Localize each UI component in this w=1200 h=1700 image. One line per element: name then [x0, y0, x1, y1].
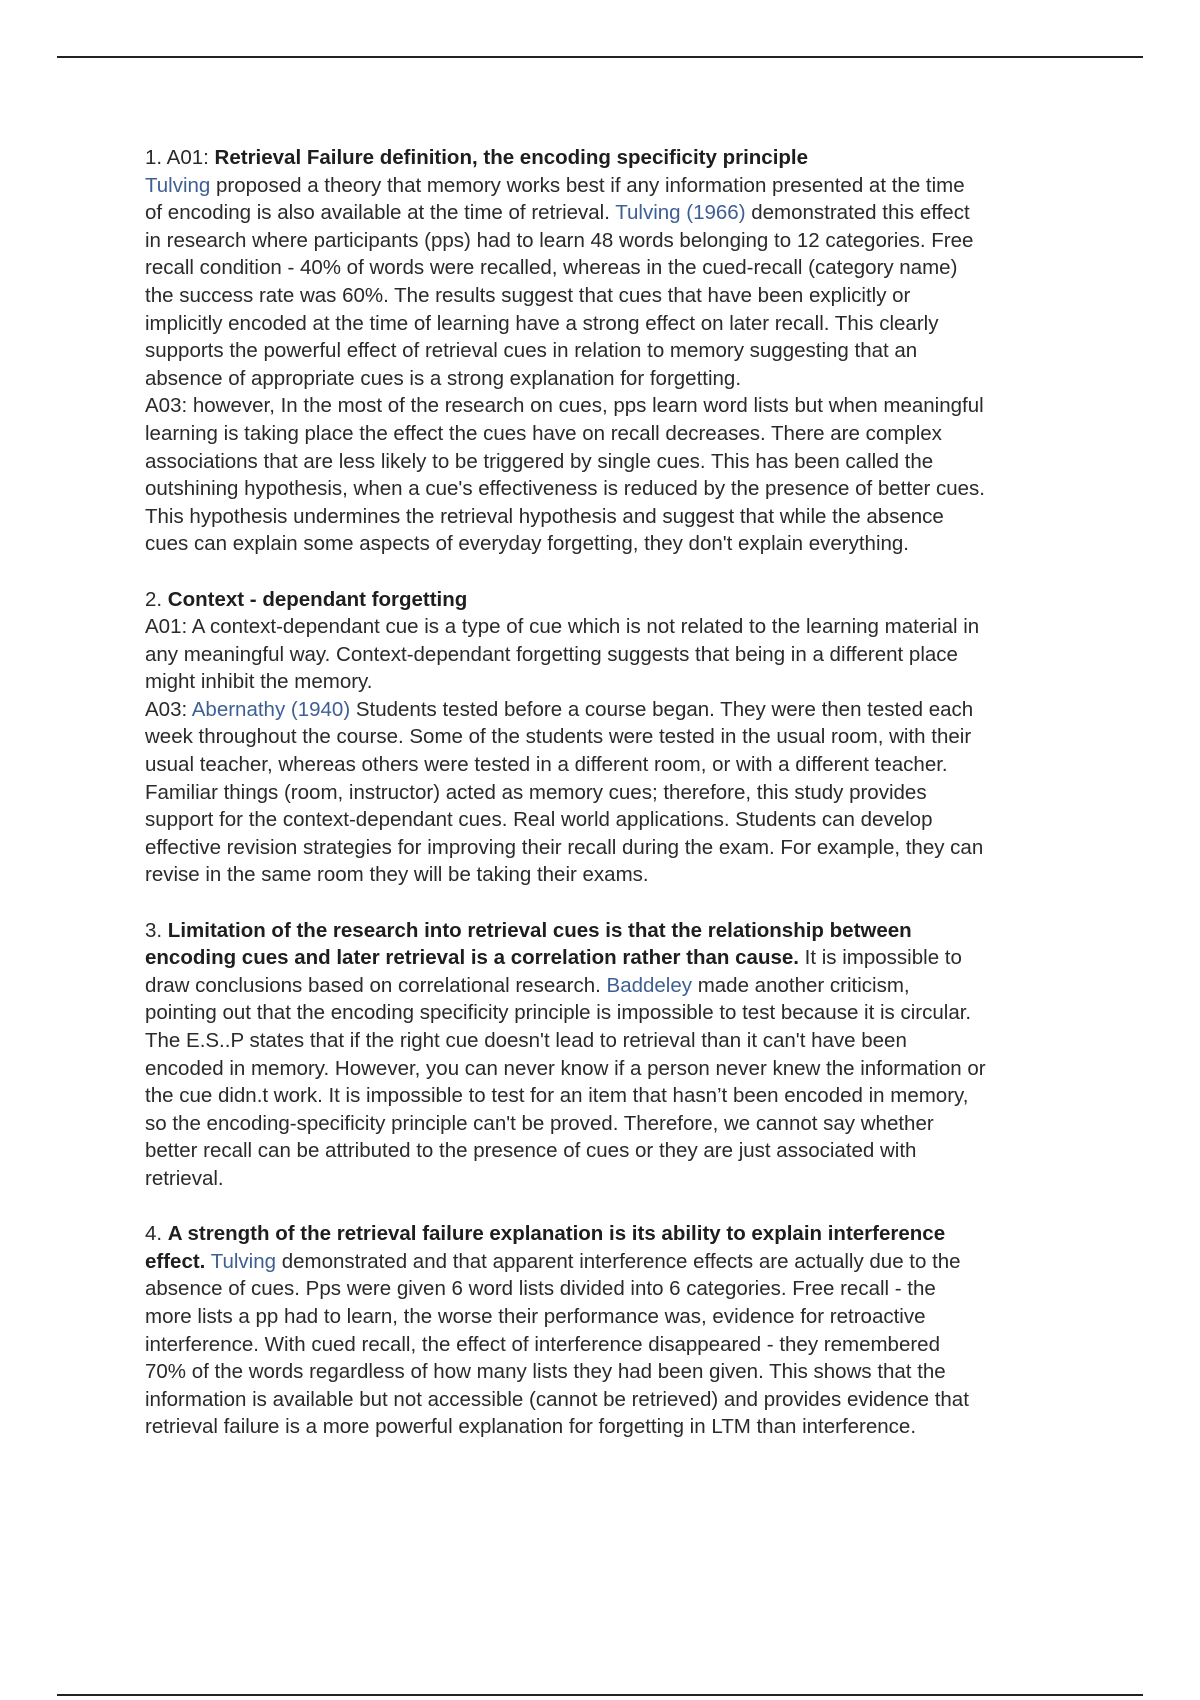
bold-heading-run: encoding cues and later retrieval is a correlation rather than cause.: [145, 946, 799, 970]
text-run: information is available but not accessible (cannot be retrieved) and provides evidence that: [145, 1387, 969, 1411]
text-line: [145, 227, 1065, 255]
text-run: 3.: [145, 918, 168, 942]
text-line: [145, 448, 1065, 476]
text-line: [145, 337, 1065, 365]
text-line: [145, 365, 1065, 393]
text-run: encoded in memory. However, you can never know if a person never knew the information or: [145, 1056, 986, 1080]
text-run: better recall can be attributed to the presence of cues or they are just associated with: [145, 1139, 917, 1163]
text-run: demonstrated this effect: [745, 201, 970, 225]
text-line: [145, 172, 1065, 200]
text-run: of encoding is also available at the time of retrieval.: [145, 201, 616, 225]
text-line: [145, 1275, 1065, 1303]
text-run: This hypothesis undermines the retrieval hypothesis and suggest that while the absence: [145, 504, 944, 528]
text-run: demonstrated and that apparent interference effects are actually due to the: [276, 1249, 961, 1273]
text-run: associations that are less likely to be triggered by single cues. This has been called the: [145, 449, 934, 473]
text-run: Students tested before a course began. They were then tested each: [350, 697, 974, 721]
text-line: [145, 834, 1065, 862]
section-3: [145, 917, 1065, 1193]
text-run: revise in the same room they will be taking their exams.: [145, 863, 649, 887]
bold-heading-run: A strength of the retrieval failure explanation is its ability to explain interference: [167, 1222, 946, 1246]
text-run: cues can explain some aspects of everyday forgetting, they don't explain everything.: [145, 532, 909, 556]
citation-link: Tulving: [145, 173, 211, 197]
bottom-rule: [57, 1694, 1143, 1696]
text-run: retrieval.: [145, 1166, 224, 1190]
text-line: [145, 1358, 1065, 1386]
text-line: [145, 613, 1065, 641]
text-run: interference. With cued recall, the effect of interference disappeared - they remembered: [145, 1332, 940, 1356]
text-run: more lists a pp had to learn, the worse their performance was, evidence for retroactive: [145, 1304, 926, 1328]
text-run: 4.: [145, 1222, 168, 1246]
text-run: the success rate was 60%. The results suggest that cues that have been explicitly or: [145, 283, 911, 307]
section-1: [145, 144, 1065, 558]
text-run: week throughout the course. Some of the students were tested in the usual room, with their: [145, 725, 972, 749]
text-run: in research where participants (pps) had to learn 48 words belonging to 12 categories. Free: [145, 228, 974, 252]
text-run: absence of cues. Pps were given 6 word lists divided into 6 categories. Free recall - the: [145, 1277, 936, 1301]
text-line: [145, 751, 1065, 779]
text-run: outshining hypothesis, when a cue's effectiveness is reduced by the presence of better cues.: [145, 477, 985, 501]
text-run: Familiar things (room, instructor) acted as memory cues; therefore, this study provides: [145, 780, 927, 804]
text-line: [145, 1055, 1065, 1083]
text-run: made another criticism,: [692, 973, 910, 997]
section-4: [145, 1220, 1065, 1441]
text-run: 70% of the words regardless of how many lists they had been given. This shows that the: [145, 1360, 946, 1384]
text-line: [145, 1082, 1065, 1110]
bold-heading-run: Limitation of the research into retrieval cues is that the relationship between: [167, 918, 912, 942]
text-line: [145, 144, 1065, 172]
text-run: pointing out that the encoding specificity principle is impossible to test because it is circular.: [145, 1001, 972, 1025]
text-line: [145, 972, 1065, 1000]
text-run: A01: A context-dependant cue is a type of cue which is not related to the learning material in: [145, 615, 980, 639]
text-line: [145, 475, 1065, 503]
bold-heading-run: effect.: [145, 1249, 206, 1273]
text-line: [145, 806, 1065, 834]
text-run: A03:: [145, 697, 192, 721]
text-line: [145, 917, 1065, 945]
text-run: 1. A01:: [145, 146, 215, 169]
text-run: retrieval failure is a more powerful explanation for forgetting in LTM than interference.: [145, 1415, 917, 1439]
text-run: 2.: [145, 587, 168, 611]
text-line: [145, 999, 1065, 1027]
text-line: [145, 1137, 1065, 1165]
text-line: [145, 254, 1065, 282]
text-run: support for the context-dependant cues. Real world applications. Students can develop: [145, 808, 933, 832]
text-line: [145, 1165, 1065, 1193]
text-line: [145, 696, 1065, 724]
text-line: [145, 1303, 1065, 1331]
text-line: [145, 668, 1065, 696]
text-line: [145, 420, 1065, 448]
bold-heading-run: Context - dependant forgetting: [167, 587, 468, 611]
text-line: [145, 530, 1065, 558]
section-2: [145, 586, 1065, 890]
text-run: A03: however, In the most of the research on cues, pps learn word lists but when meaningful: [145, 394, 984, 418]
text-run: effective revision strategies for improving their recall during the exam. For example, they can: [145, 835, 984, 859]
bold-heading-run: Retrieval Failure definition, the encoding specificity principle: [214, 146, 809, 169]
text-run: recall condition - 40% of words were recalled, whereas in the cued-recall (category name): [145, 256, 958, 280]
text-run: usual teacher, whereas others were tested in a different room, or with a different teacher.: [145, 753, 948, 777]
text-run: absence of appropriate cues is a strong explanation for forgetting.: [145, 366, 742, 390]
text-line: [145, 1248, 1065, 1276]
text-line: [145, 310, 1065, 338]
text-run: The E.S..P states that if the right cue doesn't lead to retrieval than it can't have been: [145, 1029, 907, 1052]
text-line: [145, 282, 1065, 310]
text-run: the cue didn.t work. It is impossible to test for an item that hasn’t been encoded in memory,: [145, 1084, 969, 1108]
text-line: [145, 199, 1065, 227]
text-line: [145, 1110, 1065, 1138]
text-run: proposed a theory that memory works best if any information presented at the time: [210, 173, 965, 197]
text-run: so the encoding-specificity principle can't be proved. Therefore, we cannot say whether: [145, 1111, 934, 1135]
citation-link: Tulving (1966): [615, 201, 746, 225]
text-line: [145, 1386, 1065, 1414]
citation-link: Abernathy (1940): [191, 697, 351, 721]
text-run: might inhibit the memory.: [145, 670, 373, 694]
text-line: [145, 944, 1065, 972]
text-line: [145, 503, 1065, 531]
text-line: [145, 392, 1065, 420]
text-run: It is impossible to: [798, 946, 962, 970]
text-run: learning is taking place the effect the cues have on recall decreases. There are complex: [145, 421, 942, 445]
citation-link: Tulving: [210, 1249, 277, 1273]
text-line: [145, 779, 1065, 807]
text-run: supports the powerful effect of retrieval cues in relation to memory suggesting that an: [145, 339, 918, 363]
text-line: [145, 723, 1065, 751]
text-run: any meaningful way. Context-dependant forgetting suggests that being in a different place: [145, 642, 958, 666]
text-run: draw conclusions based on correlational research.: [145, 973, 607, 997]
citation-link: Baddeley: [606, 973, 692, 997]
text-line: [145, 1027, 1065, 1055]
document-body: [145, 144, 1065, 1469]
text-line: [145, 586, 1065, 614]
top-rule: [57, 56, 1143, 58]
text-line: [145, 641, 1065, 669]
text-run: implicitly encoded at the time of learning have a strong effect on later recall. This clearly: [145, 311, 939, 335]
text-line: [145, 861, 1065, 889]
text-line: [145, 1220, 1065, 1248]
text-line: [145, 1331, 1065, 1359]
text-line: [145, 1413, 1065, 1441]
